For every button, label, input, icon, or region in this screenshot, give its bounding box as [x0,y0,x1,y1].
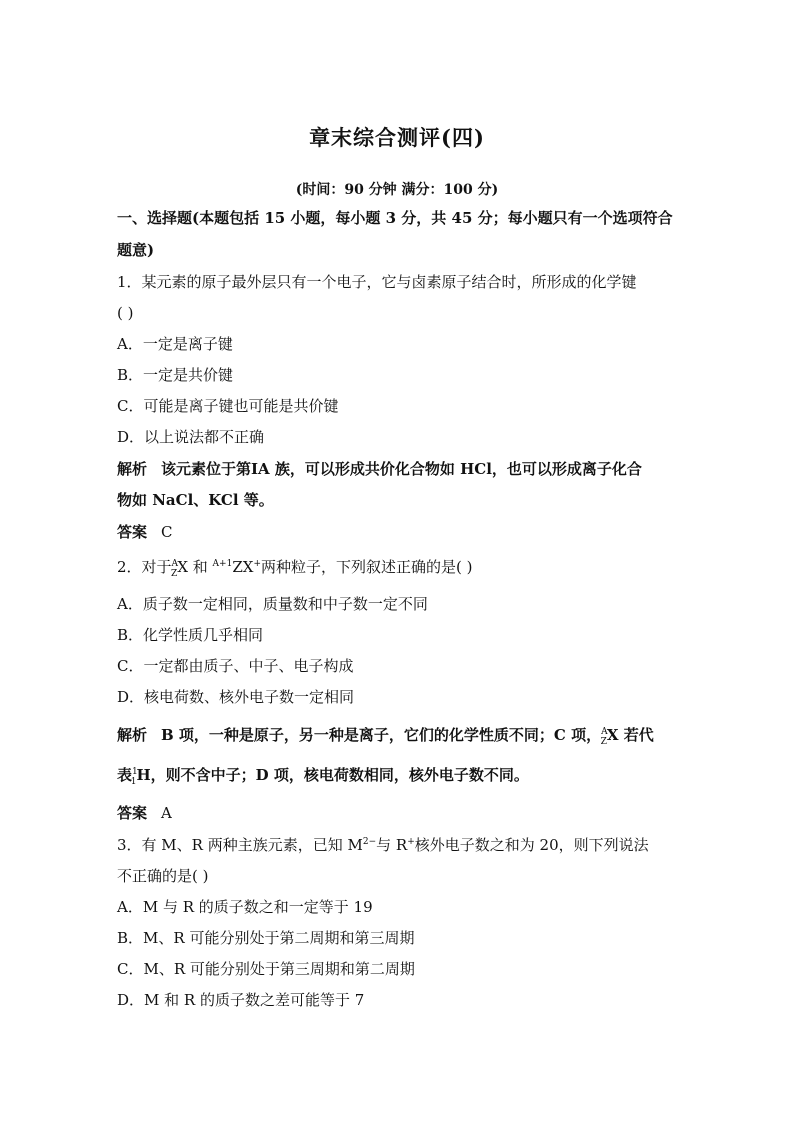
q1-analysis-label: 解析 [117,460,148,478]
q2-option-c: C．一定都由质子、中子、电子构成 [117,657,354,675]
q2-stem-mid1: X 和 [177,558,208,576]
q2-analysis-sup: A [601,727,608,737]
q2-analysis-text2a: 表 [117,766,133,784]
q1-analysis-text1: 该元素位于第ⅠA 族，可以形成共价化合物如 HCl，也可以形成离子化合 [161,460,642,478]
page-title: 章末综合测评(四) [309,125,485,150]
q2-sub1: Z [171,569,178,579]
q1-answer-label: 答案 [117,523,148,541]
q2-analysis-text2b: H，则不含中子；D 项，核电荷数相同，核外电子数不同。 [136,766,529,784]
q1-analysis-line1 [117,459,682,479]
q2-analysis-line1 [117,725,682,752]
q2-answer-value: A [161,804,172,822]
q1-answer [117,522,682,542]
q2-option-a: A．质子数一定相同，质量数和中子数一定不同 [117,595,428,613]
q3-stem-line1 [117,835,682,855]
exam-meta: (时间：90 分钟 满分：100 分) [295,182,499,198]
q2-stem-post: 两种粒子，下列叙述正确的是( ) [261,558,473,576]
q3-sup1: 2− [362,837,377,847]
q2-analysis2-sup: 1 [132,767,138,777]
q3-stem-line2: 不正确的是( ) [117,867,209,885]
section-heading-line1: 一、选择题(本题包括 15 小题，每小题 3 分，共 45 分；每小题只有一个选项符合 [117,209,673,227]
q2-option-b: B．化学性质几乎相同 [117,626,264,644]
q2-sup3: + [253,559,261,569]
q3-option-b: B．M、R 可能分别处于第二周期和第三周期 [117,929,415,947]
q2-stem [117,557,682,584]
q1-option-a: A．一定是离子键 [117,335,233,353]
q2-analysis-text1a: B 项，一种是原子，另一种是离子，它们的化学性质不同；C 项， [161,726,602,744]
q2-analysis-line2 [117,765,682,792]
q2-answer-label: 答案 [117,804,148,822]
q3-stem1a: 3．有 M、R 两种主族元素，已知 M [117,836,363,854]
q1-stem-line1: 1．某元素的原子最外层只有一个电子，它与卤素原子结合时，所形成的化学键 [117,273,637,291]
q1-stem-line2: ( ) [117,304,134,322]
q2-analysis-label: 解析 [117,726,148,744]
q1-option-c: C．可能是离子键也可能是共价键 [117,397,339,415]
q3-stem1b: 与 R [376,836,408,854]
q1-option-d: D．以上说法都不正确 [117,428,265,446]
q3-option-a: A．M 与 R 的质子数之和一定等于 19 [117,898,373,916]
q3-sup2: + [407,837,415,847]
q1-option-b: B．一定是共价键 [117,366,234,384]
q2-sub2: Z [232,558,243,576]
q1-analysis-line2: 物如 NaCl、KCl 等。 [117,491,274,509]
q2-analysis-text1b: X 若代 [606,726,654,744]
q3-option-c: C．M、R 可能分别处于第三周期和第二周期 [117,960,415,978]
section-heading-line2: 题意) [117,241,155,259]
q3-option-d: D．M 和 R 的质子数之差可能等于 7 [117,991,365,1009]
q2-stem-pre: 2．对于 [117,558,172,576]
q2-sup1: A [171,559,179,569]
q2-stem-mid2: X [242,558,254,576]
q1-answer-value: C [161,523,173,541]
q3-stem1c: 核外电子数之和为 20，则下列说法 [414,836,649,854]
q2-answer [117,803,682,823]
q2-analysis-sub: Z [600,737,607,747]
q2-sup2: A+1 [212,559,233,569]
q2-option-d: D．核电荷数、核外电子数一定相同 [117,688,355,706]
q2-analysis2-sub: 1 [130,777,137,787]
